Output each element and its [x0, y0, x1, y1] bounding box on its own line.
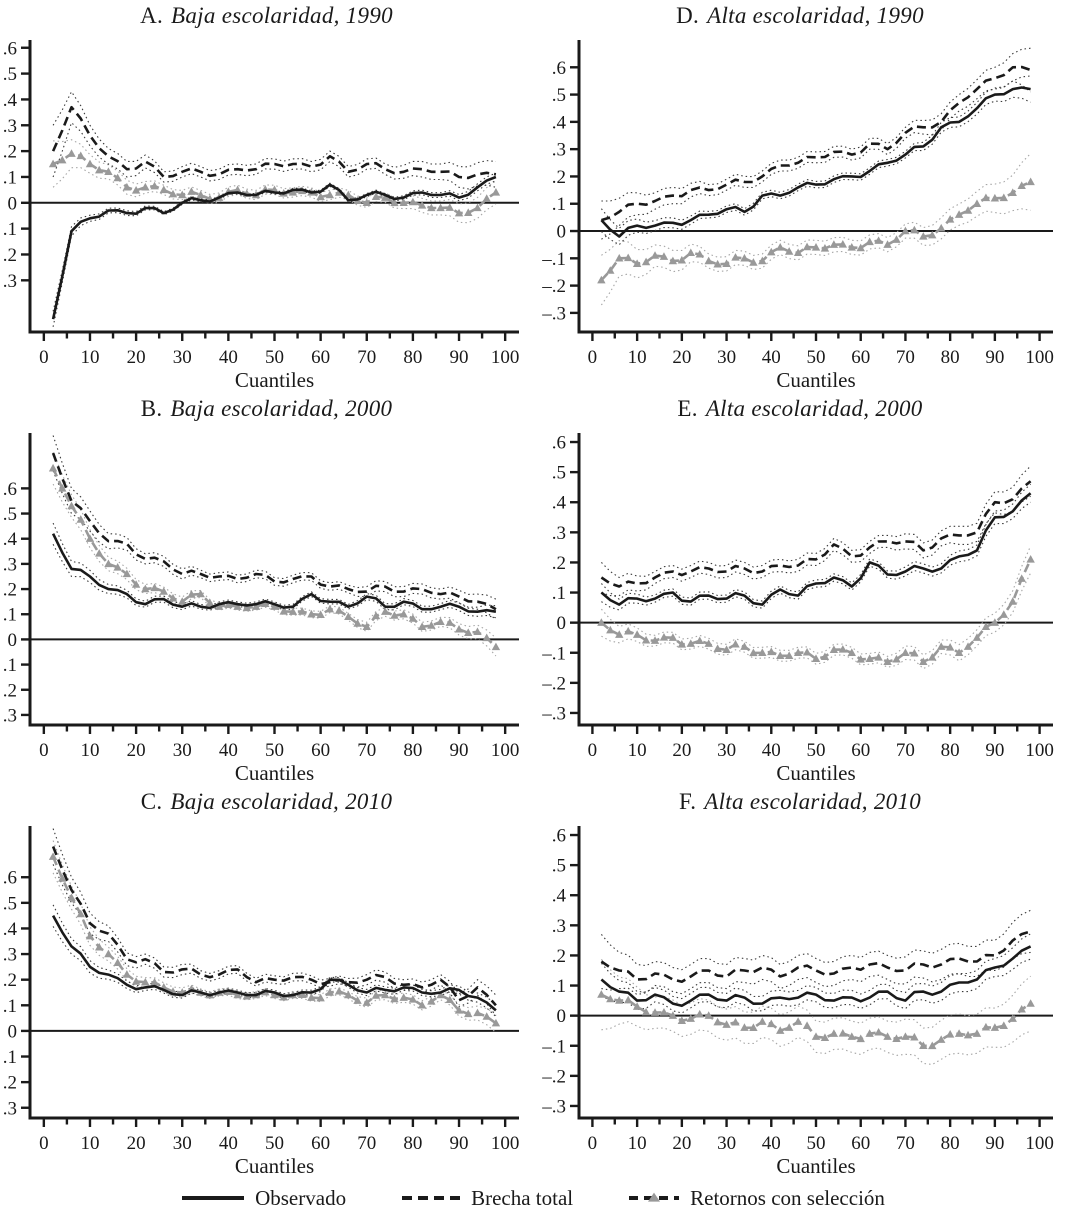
svg-text:.1: .1 [551, 583, 566, 605]
svg-text:0: 0 [556, 221, 566, 243]
panel-title-text: Baja escolaridad, 1990 [171, 3, 393, 28]
svg-text:10: 10 [80, 347, 100, 368]
svg-text:90: 90 [449, 347, 469, 368]
svg-text:10: 10 [80, 740, 100, 761]
svg-text:.2: .2 [2, 579, 17, 601]
svg-text:60: 60 [311, 1133, 331, 1154]
panel-title-text: Alta escolaridad, 2010 [704, 789, 922, 814]
svg-text:90: 90 [449, 1133, 469, 1154]
svg-text:70: 70 [895, 740, 915, 761]
svg-text:20: 20 [672, 1133, 692, 1154]
svg-text:90: 90 [449, 740, 469, 761]
svg-text:0: 0 [39, 740, 49, 761]
svg-text:100: 100 [1025, 347, 1054, 368]
svg-text:0: 0 [7, 1021, 17, 1043]
svg-text:.1: .1 [2, 1047, 17, 1069]
panel-d [533, 0, 1067, 393]
svg-text:70: 70 [357, 740, 377, 761]
svg-text:20: 20 [126, 1133, 146, 1154]
svg-text:80: 80 [403, 347, 423, 368]
svg-text:.6: .6 [2, 38, 17, 60]
svg-text:20: 20 [672, 347, 692, 368]
panel-title-f [533, 786, 1067, 820]
svg-text:.2: .2 [551, 166, 566, 188]
svg-text:50: 50 [806, 740, 826, 761]
svg-text:.1: .1 [551, 976, 566, 998]
legend-item-brecha-total [402, 1186, 573, 1211]
svg-text:–.2: –.2 [542, 1066, 566, 1088]
svg-text:.4: .4 [2, 529, 17, 551]
svg-text:70: 70 [895, 347, 915, 368]
svg-text:30: 30 [172, 347, 192, 368]
svg-text:.5: .5 [2, 64, 17, 86]
svg-text:80: 80 [403, 1133, 423, 1154]
legend-label: Brecha total [471, 1185, 574, 1210]
panel-title-text: Alta escolaridad, 1990 [707, 3, 924, 28]
svg-text:.4: .4 [551, 885, 566, 907]
panel-b [0, 393, 533, 786]
svg-text:–.2: –.2 [542, 276, 566, 298]
svg-text:.2: .2 [551, 945, 566, 967]
svg-text:100: 100 [1025, 740, 1054, 761]
dashed-line-icon [402, 1196, 460, 1200]
svg-text:90: 90 [985, 1133, 1005, 1154]
svg-text:0: 0 [556, 613, 566, 635]
panel-title-text: Baja escolaridad, 2010 [170, 789, 393, 814]
svg-text:50: 50 [806, 1133, 826, 1154]
svg-text:10: 10 [627, 347, 647, 368]
panel-title-c [0, 786, 533, 820]
svg-text:.3: .3 [2, 554, 17, 576]
svg-text:20: 20 [672, 740, 692, 761]
svg-text:.1: .1 [2, 655, 17, 677]
svg-text:30: 30 [172, 740, 192, 761]
figure-legend [0, 1179, 1067, 1217]
svg-text:0: 0 [556, 1006, 566, 1028]
svg-text:.5: .5 [551, 462, 566, 484]
svg-text:40: 40 [761, 347, 781, 368]
panel-letter: C. [140, 789, 163, 814]
chart-canvas-b [0, 427, 533, 786]
svg-text:50: 50 [265, 1133, 284, 1154]
svg-text:30: 30 [717, 347, 737, 368]
chart-canvas-a [0, 34, 533, 393]
panel-letter: D. [676, 3, 700, 28]
svg-text:20: 20 [126, 740, 146, 761]
svg-text:0: 0 [7, 629, 17, 651]
svg-text:.1: .1 [2, 167, 17, 189]
svg-text:60: 60 [851, 1133, 871, 1154]
svg-text:.2: .2 [2, 141, 17, 163]
svg-text:–.3: –.3 [542, 303, 566, 325]
svg-text:.5: .5 [551, 855, 566, 877]
svg-text:70: 70 [357, 1133, 377, 1154]
svg-text:.6: .6 [2, 478, 17, 500]
panel-title-text: Baja escolaridad, 2000 [170, 396, 393, 421]
panel-letter: A. [140, 3, 164, 28]
svg-text:10: 10 [627, 740, 647, 761]
legend-item-retornos [629, 1186, 885, 1211]
panel-title-e [533, 393, 1067, 427]
svg-text:0: 0 [39, 347, 49, 368]
svg-text:30: 30 [717, 1133, 737, 1154]
panel-letter: E. [677, 396, 698, 421]
svg-text:0: 0 [39, 1133, 49, 1154]
svg-text:Cuantiles: Cuantiles [234, 761, 315, 785]
svg-text:80: 80 [940, 1133, 960, 1154]
chart-canvas-c [0, 820, 533, 1179]
panel-e [533, 393, 1067, 786]
svg-text:–.1: –.1 [542, 1036, 566, 1058]
panel-letter: F. [678, 789, 697, 814]
panel-title-text: Alta escolaridad, 2000 [705, 396, 923, 421]
svg-text:60: 60 [851, 740, 871, 761]
panel-title-a [0, 0, 533, 34]
svg-text:100: 100 [490, 740, 520, 761]
svg-text:.3: .3 [2, 944, 17, 966]
svg-text:–.3: –.3 [542, 703, 566, 725]
legend-item-observado [182, 1186, 346, 1211]
svg-text:0: 0 [587, 1133, 598, 1154]
svg-text:70: 70 [895, 1133, 915, 1154]
svg-text:.6: .6 [551, 432, 566, 454]
chart-canvas-d [533, 34, 1067, 393]
svg-text:.6: .6 [551, 825, 566, 847]
svg-text:80: 80 [940, 347, 960, 368]
svg-text:–.1: –.1 [542, 248, 566, 270]
svg-text:.2: .2 [2, 1072, 17, 1094]
svg-text:100: 100 [1025, 1133, 1054, 1154]
svg-text:90: 90 [985, 740, 1005, 761]
svg-text:–.1: –.1 [542, 643, 566, 665]
chart-canvas-f [533, 820, 1067, 1179]
svg-text:40: 40 [218, 1133, 238, 1154]
svg-text:30: 30 [172, 1133, 192, 1154]
svg-text:.5: .5 [551, 85, 566, 107]
svg-text:.2: .2 [551, 552, 566, 574]
svg-text:60: 60 [851, 347, 871, 368]
svg-text:.5: .5 [2, 893, 17, 915]
svg-text:.3: .3 [2, 115, 17, 137]
svg-text:80: 80 [403, 740, 423, 761]
svg-text:.3: .3 [2, 705, 17, 727]
svg-text:70: 70 [357, 347, 377, 368]
svg-text:.3: .3 [551, 139, 566, 161]
svg-text:60: 60 [311, 347, 331, 368]
legend-label: Retornos con selección [690, 1185, 885, 1210]
svg-text:20: 20 [126, 347, 146, 368]
panel-f [533, 786, 1067, 1179]
svg-text:.1: .1 [2, 604, 17, 626]
svg-text:30: 30 [717, 740, 737, 761]
svg-text:.1: .1 [2, 995, 17, 1017]
svg-text:.3: .3 [2, 270, 17, 292]
svg-text:0: 0 [587, 740, 598, 761]
panel-title-b [0, 393, 533, 427]
svg-text:10: 10 [80, 1133, 100, 1154]
svg-text:0: 0 [7, 193, 17, 215]
svg-text:Cuantiles: Cuantiles [776, 368, 856, 392]
svg-text:.2: .2 [2, 244, 17, 266]
svg-text:.1: .1 [2, 219, 17, 241]
svg-text:.4: .4 [551, 112, 566, 134]
svg-text:.6: .6 [2, 867, 17, 889]
svg-text:.4: .4 [2, 918, 17, 940]
svg-text:Cuantiles: Cuantiles [234, 1154, 315, 1178]
svg-text:Cuantiles: Cuantiles [776, 1154, 856, 1178]
panel-a [0, 0, 533, 393]
svg-text:.2: .2 [2, 970, 17, 992]
svg-text:50: 50 [265, 740, 284, 761]
svg-text:Cuantiles: Cuantiles [234, 368, 315, 392]
svg-text:100: 100 [490, 347, 520, 368]
svg-text:.4: .4 [551, 492, 566, 514]
svg-text:–.3: –.3 [542, 1096, 566, 1118]
svg-text:40: 40 [761, 1133, 781, 1154]
svg-text:40: 40 [761, 740, 781, 761]
svg-text:100: 100 [490, 1133, 520, 1154]
svg-text:.4: .4 [2, 89, 17, 111]
svg-text:–.2: –.2 [542, 673, 566, 695]
svg-text:.5: .5 [2, 504, 17, 526]
svg-text:Cuantiles: Cuantiles [776, 761, 856, 785]
panel-title-d [533, 0, 1067, 34]
svg-text:50: 50 [806, 347, 826, 368]
svg-text:.2: .2 [2, 680, 17, 702]
legend-label: Observado [255, 1185, 347, 1210]
dashed-triangle-line-icon [629, 1196, 679, 1200]
svg-text:.3: .3 [2, 1098, 17, 1120]
svg-text:10: 10 [627, 1133, 647, 1154]
svg-text:.3: .3 [551, 522, 566, 544]
svg-text:50: 50 [265, 347, 284, 368]
panel-letter: B. [140, 396, 163, 421]
panel-c [0, 786, 533, 1179]
svg-text:60: 60 [311, 740, 331, 761]
svg-text:40: 40 [218, 740, 238, 761]
svg-text:0: 0 [587, 347, 598, 368]
svg-text:80: 80 [940, 740, 960, 761]
svg-text:.3: .3 [551, 915, 566, 937]
solid-line-icon [182, 1196, 244, 1200]
svg-text:90: 90 [985, 347, 1005, 368]
svg-text:40: 40 [218, 347, 238, 368]
triangle-marker-icon [648, 1193, 660, 1202]
svg-text:.6: .6 [551, 57, 566, 79]
chart-canvas-e [533, 427, 1067, 786]
svg-text:.1: .1 [551, 194, 566, 216]
